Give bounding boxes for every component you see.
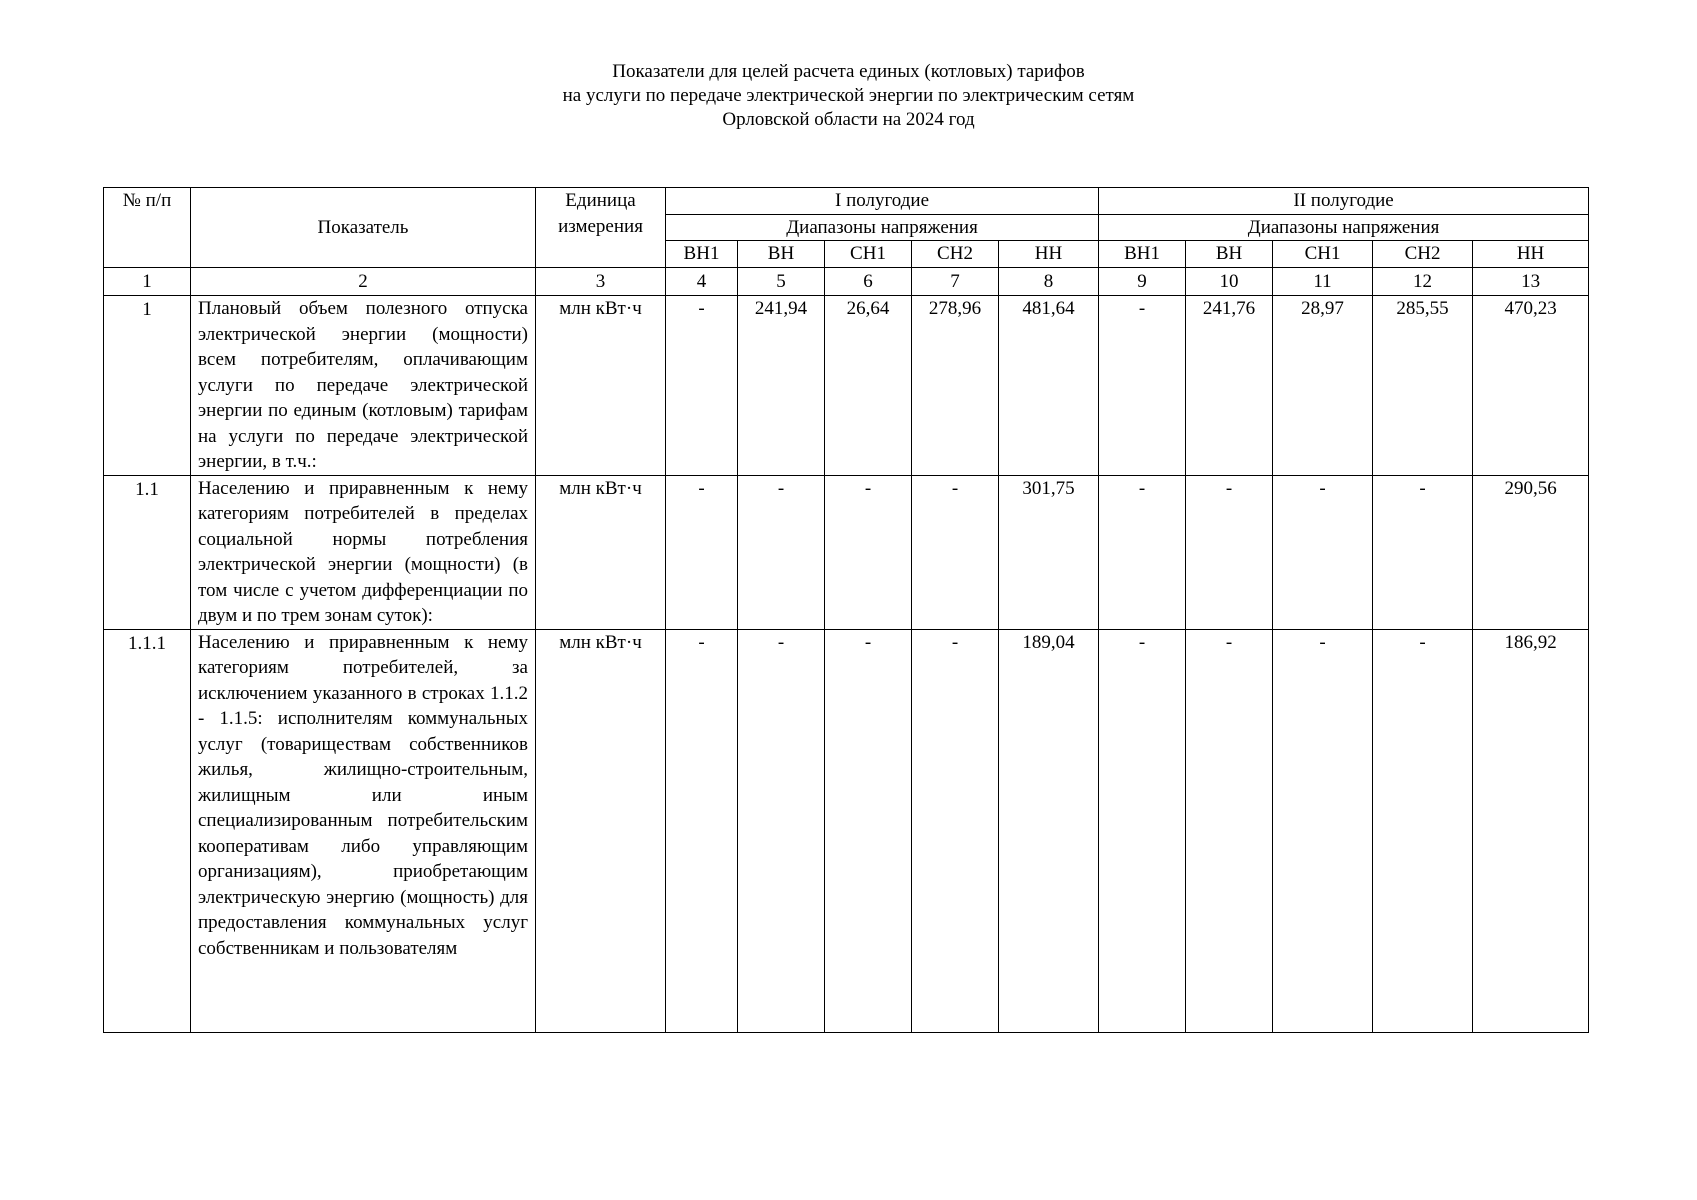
column-number-row <box>104 267 1589 296</box>
title-line-1: Показатели для целей расчета единых (котловых) тарифов <box>612 61 1085 82</box>
row-number: 1 <box>104 296 191 476</box>
table-row <box>104 296 1589 476</box>
table-row <box>104 475 1589 629</box>
voltage-vn: ВН <box>1186 241 1273 268</box>
voltage-vn: ВН <box>738 241 825 268</box>
voltage-vn1: ВН1 <box>1099 241 1186 268</box>
value-h2-nn: 470,23 <box>1473 296 1589 476</box>
voltage-sn1: СН1 <box>1273 241 1373 268</box>
column-number: 9 <box>1099 267 1186 296</box>
row-unit: млн кВт·ч <box>536 296 666 476</box>
value-h2-nn: 290,56 <box>1473 475 1589 629</box>
value-h1-sn1: - <box>825 629 912 1032</box>
value-h1-vn: - <box>738 629 825 1032</box>
value-h1-nn: 301,75 <box>999 475 1099 629</box>
column-number: 6 <box>825 267 912 296</box>
value-h2-vn1: - <box>1099 629 1186 1032</box>
column-number: 7 <box>912 267 999 296</box>
header-half-1: I полугодие <box>666 188 1099 215</box>
value-h2-vn: - <box>1186 475 1273 629</box>
value-h1-sn1: 26,64 <box>825 296 912 476</box>
header-num: № п/п <box>104 188 191 268</box>
value-h2-sn2: - <box>1373 475 1473 629</box>
indicators-table <box>103 187 1589 1033</box>
value-h2-sn1: - <box>1273 475 1373 629</box>
value-h2-sn1: 28,97 <box>1273 296 1373 476</box>
title-line-3: Орловской области на 2024 год <box>722 109 975 130</box>
value-h2-sn2: - <box>1373 629 1473 1032</box>
column-number: 2 <box>191 267 536 296</box>
value-h1-vn1: - <box>666 629 738 1032</box>
document-title <box>0 60 1697 132</box>
value-h2-sn1: - <box>1273 629 1373 1032</box>
column-number: 11 <box>1273 267 1373 296</box>
value-h1-sn2: 278,96 <box>912 296 999 476</box>
row-indicator: Населению и приравненным к нему категориям потребителей, за исключением указанного в строках 1.1.2 - 1.1.5: исполнителям коммунальных услуг (товариществам собственников жилья, жилищно-строительным, жилищным или иным специализированным потребительским кооперативам либо управляющим организациям), приобретающим электрическую энергию (мощность) для предоставления коммунальных услуг собственникам и пользователям <box>191 629 536 1032</box>
table-row <box>104 629 1589 1032</box>
value-h2-vn1: - <box>1099 475 1186 629</box>
column-number: 4 <box>666 267 738 296</box>
title-line-2: на услуги по передаче электрической энергии по электрическим сетям <box>562 85 1135 106</box>
voltage-sn2: СН2 <box>912 241 999 268</box>
voltage-sn2: СН2 <box>1373 241 1473 268</box>
column-number: 8 <box>999 267 1099 296</box>
value-h2-sn2: 285,55 <box>1373 296 1473 476</box>
column-number: 12 <box>1373 267 1473 296</box>
row-number: 1.1 <box>104 475 191 629</box>
voltage-sn1: СН1 <box>825 241 912 268</box>
voltage-vn1: ВН1 <box>666 241 738 268</box>
value-h1-vn1: - <box>666 296 738 476</box>
row-indicator: Населению и приравненным к нему категориям потребителей в пределах социальной нормы потребления электрической энергии (мощности) (в том числе с учетом дифференциации по двум и по трем зонам суток): <box>191 475 536 629</box>
value-h2-vn1: - <box>1099 296 1186 476</box>
column-number: 13 <box>1473 267 1589 296</box>
voltage-nn: НН <box>1473 241 1589 268</box>
header-half-2: II полугодие <box>1099 188 1589 215</box>
value-h1-sn2: - <box>912 475 999 629</box>
header-indicator: Показатель <box>191 188 536 268</box>
column-number: 5 <box>738 267 825 296</box>
value-h2-vn: - <box>1186 629 1273 1032</box>
row-indicator: Плановый объем полезного отпуска электрической энергии (мощности) всем потребителям, оплачивающим услуги по передаче электрической энергии по единым (котловым) тарифам на услуги по передаче электрической энергии, в т.ч.: <box>191 296 536 476</box>
header-unit: Единица измерения <box>536 188 666 268</box>
header-row-1 <box>104 188 1589 215</box>
value-h1-nn: 481,64 <box>999 296 1099 476</box>
voltage-nn: НН <box>999 241 1099 268</box>
column-number: 1 <box>104 267 191 296</box>
row-unit: млн кВт·ч <box>536 475 666 629</box>
column-number: 3 <box>536 267 666 296</box>
value-h1-vn: 241,94 <box>738 296 825 476</box>
row-unit: млн кВт·ч <box>536 629 666 1032</box>
value-h1-vn: - <box>738 475 825 629</box>
value-h1-vn1: - <box>666 475 738 629</box>
value-h1-sn2: - <box>912 629 999 1032</box>
column-number: 10 <box>1186 267 1273 296</box>
value-h2-nn: 186,92 <box>1473 629 1589 1032</box>
header-ranges-1: Диапазоны напряжения <box>666 214 1099 241</box>
value-h1-sn1: - <box>825 475 912 629</box>
header-ranges-2: Диапазоны напряжения <box>1099 214 1589 241</box>
value-h1-nn: 189,04 <box>999 629 1099 1032</box>
value-h2-vn: 241,76 <box>1186 296 1273 476</box>
row-number: 1.1.1 <box>104 629 191 1032</box>
